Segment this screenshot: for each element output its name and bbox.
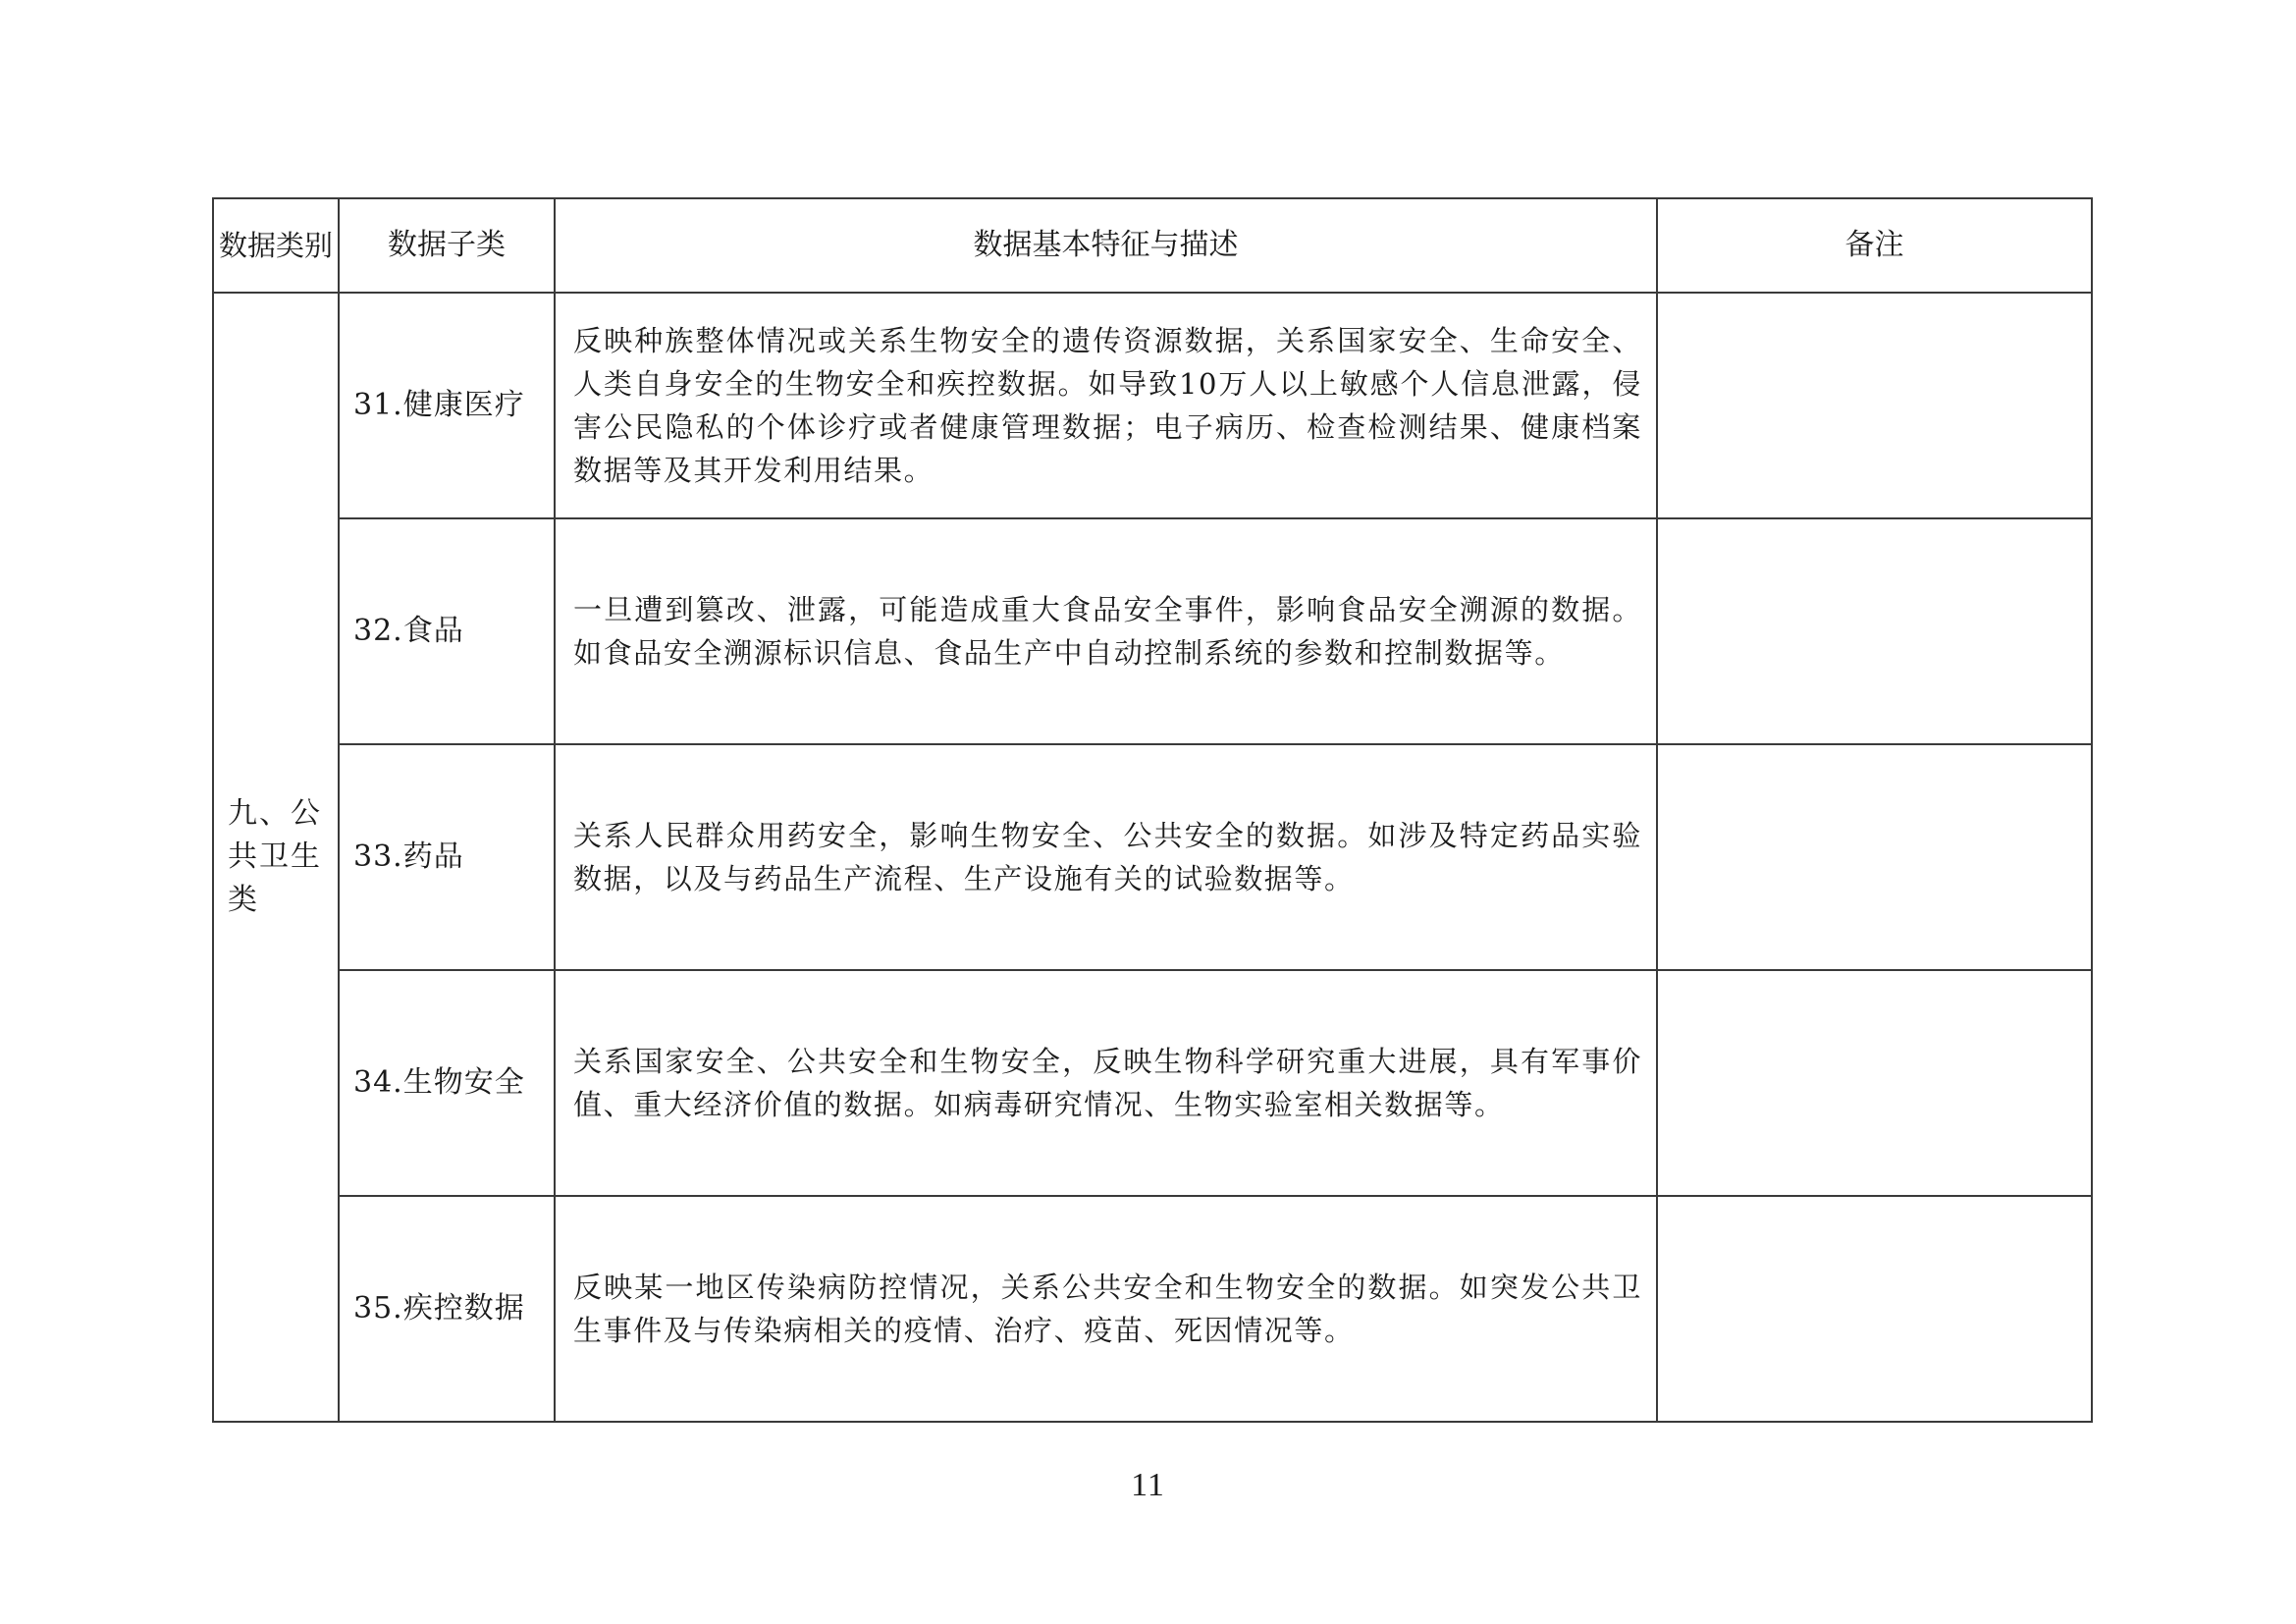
description-cell: 反映种族整体情况或关系生物安全的遗传资源数据，关系国家安全、生命安全、人类自身安全的生物安全和疾控数据。如导致10万人以上敏感个人信息泄露，侵害公民隐私的个体诊疗或者健康管理数据；电子病历、检查检测结果、健康档案数据等及其开发利用结果。: [555, 293, 1657, 518]
header-data-category: 数据类别: [213, 198, 339, 293]
remarks-cell: [1657, 744, 2092, 970]
table-row: [213, 293, 2092, 518]
header-description: 数据基本特征与描述: [555, 198, 1657, 293]
description-cell: 反映某一地区传染病防控情况，关系公共安全和生物安全的数据。如突发公共卫生事件及与传染病相关的疫情、治疗、疫苗、死因情况等。: [555, 1196, 1657, 1422]
description-cell: 关系人民群众用药安全，影响生物安全、公共安全的数据。如涉及特定药品实验数据，以及与药品生产流程、生产设施有关的试验数据等。: [555, 744, 1657, 970]
subcategory-cell: 35.疾控数据: [339, 1196, 555, 1422]
remarks-cell: [1657, 293, 2092, 518]
table-header-row: [213, 198, 2092, 293]
remarks-cell: [1657, 518, 2092, 744]
subcategory-cell: 32.食品: [339, 518, 555, 744]
table-row: [213, 518, 2092, 744]
subcategory-cell: 33.药品: [339, 744, 555, 970]
remarks-cell: [1657, 1196, 2092, 1422]
table-row: [213, 970, 2092, 1196]
remarks-cell: [1657, 970, 2092, 1196]
page-number: 11: [1131, 1467, 1165, 1503]
data-classification-table: [212, 197, 2093, 1423]
description-cell: 关系国家安全、公共安全和生物安全，反映生物科学研究重大进展，具有军事价值、重大经济价值的数据。如病毒研究情况、生物实验室相关数据等。: [555, 970, 1657, 1196]
category-cell: 九、公共卫生类: [213, 293, 339, 1422]
description-cell: 一旦遭到篡改、泄露，可能造成重大食品安全事件，影响食品安全溯源的数据。如食品安全溯源标识信息、食品生产中自动控制系统的参数和控制数据等。: [555, 518, 1657, 744]
table-row: [213, 1196, 2092, 1422]
table-row: [213, 744, 2092, 970]
subcategory-cell: 31.健康医疗: [339, 293, 555, 518]
header-data-subcategory: 数据子类: [339, 198, 555, 293]
subcategory-cell: 34.生物安全: [339, 970, 555, 1196]
header-remarks: 备注: [1657, 198, 2092, 293]
